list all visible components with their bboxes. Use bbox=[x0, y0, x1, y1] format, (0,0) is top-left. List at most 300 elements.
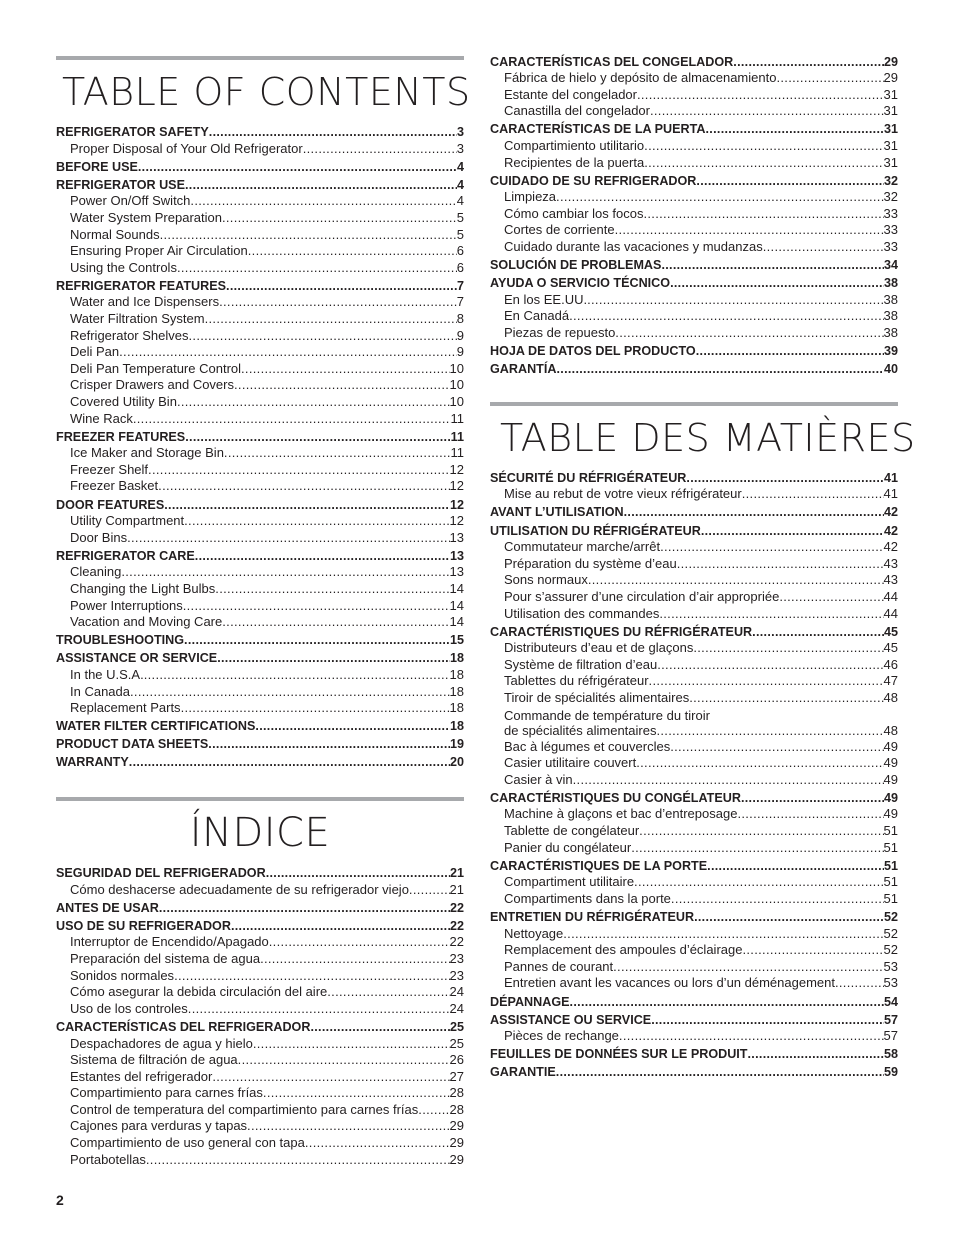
toc-french bbox=[490, 402, 916, 1081]
toc-subentry bbox=[490, 708, 898, 739]
toc-heading-entry bbox=[56, 429, 464, 446]
dot-leader bbox=[651, 1012, 884, 1029]
toc-entry-page: 14 bbox=[449, 581, 464, 597]
toc-entry-label: HOJA DE DATOS DEL PRODUCTO bbox=[490, 344, 696, 359]
toc-entry-page: 38 bbox=[883, 325, 898, 340]
toc-subentry bbox=[56, 530, 464, 547]
dot-leader bbox=[174, 968, 449, 985]
section-rule bbox=[56, 56, 464, 60]
toc-entry-label: PRODUCT DATA SHEETS bbox=[56, 737, 209, 752]
toc-subentry bbox=[56, 328, 464, 345]
toc-entry-label: Nettoyage bbox=[504, 925, 564, 941]
dot-leader bbox=[138, 159, 457, 176]
toc-subentry bbox=[490, 189, 898, 206]
toc-title-english: TABLE OF CONTENTS bbox=[62, 70, 471, 114]
toc-entry-page: 15 bbox=[449, 633, 464, 648]
dot-leader bbox=[190, 193, 456, 210]
dot-leader bbox=[195, 548, 450, 565]
toc-entry-page: 29 bbox=[883, 54, 898, 69]
page-number: 2 bbox=[56, 1192, 64, 1208]
dot-leader bbox=[146, 1152, 450, 1169]
toc-subentry bbox=[56, 882, 464, 899]
toc-entry-page: 18 bbox=[449, 667, 464, 682]
toc-heading-entry bbox=[56, 650, 464, 667]
dot-leader bbox=[263, 1085, 450, 1102]
toc-entry-label: Water Filtration System bbox=[70, 311, 205, 327]
toc-heading-entry bbox=[490, 909, 898, 926]
dot-leader bbox=[835, 975, 884, 992]
dot-leader bbox=[217, 650, 450, 667]
toc-heading-entry bbox=[56, 177, 464, 194]
toc-heading-entry bbox=[56, 632, 464, 649]
toc-entry-page: 29 bbox=[449, 1135, 464, 1151]
toc-subentry bbox=[490, 606, 898, 623]
toc-entry-page: 51 bbox=[883, 858, 898, 873]
toc-entry-label: Vacation and Moving Care bbox=[70, 614, 223, 630]
toc-entry-page: 49 bbox=[883, 771, 898, 787]
toc-entry-page: 4 bbox=[456, 193, 464, 209]
toc-entry-label: CARACTÉRISTIQUES DU RÉFRIGÉRATEUR bbox=[490, 624, 753, 639]
toc-entry-label: CARACTERÍSTICAS DEL CONGELADOR bbox=[490, 54, 734, 69]
toc-entry-page: 28 bbox=[449, 1101, 464, 1117]
toc-entry-page: 45 bbox=[883, 640, 898, 656]
dot-leader bbox=[184, 513, 449, 530]
toc-subentry bbox=[56, 1102, 464, 1119]
toc-entry-label: Système de filtration d’eau bbox=[504, 656, 658, 672]
dot-leader bbox=[215, 581, 449, 598]
dot-leader bbox=[644, 138, 883, 155]
toc-entry-label: En Canadá bbox=[504, 308, 570, 324]
toc-heading-entry bbox=[490, 858, 898, 875]
toc-entry-page: 31 bbox=[883, 122, 898, 137]
toc-entry-label: REFRIGERATOR SAFETY bbox=[56, 125, 209, 139]
toc-entry-label: Sons normaux bbox=[504, 572, 588, 588]
toc-subentry bbox=[56, 210, 464, 227]
dot-leader bbox=[660, 539, 883, 556]
toc-subentry bbox=[490, 70, 898, 87]
dot-leader bbox=[121, 564, 449, 581]
dot-leader bbox=[615, 325, 883, 342]
toc-subentry bbox=[490, 874, 898, 891]
dot-leader bbox=[119, 344, 457, 361]
toc-subentry bbox=[490, 308, 898, 325]
toc-heading-entry bbox=[56, 918, 464, 935]
toc-subentry bbox=[490, 138, 898, 155]
dot-leader bbox=[159, 900, 450, 917]
toc-entry-label: Freezer Basket bbox=[70, 478, 159, 494]
toc-subentry bbox=[490, 942, 898, 959]
toc-heading-entry bbox=[56, 736, 464, 753]
toc-entry-label: Deli Pan Temperature Control bbox=[70, 360, 242, 376]
toc-subentry bbox=[56, 411, 464, 428]
toc-subentry bbox=[56, 227, 464, 244]
toc-entry-label: Power Interruptions bbox=[70, 597, 183, 613]
toc-entry-label: AVANT L’UTILISATION bbox=[490, 505, 624, 520]
dot-leader bbox=[189, 328, 457, 345]
toc-title-french: TABLE DES MATIÈRES bbox=[500, 415, 916, 460]
toc-entry-page: 31 bbox=[883, 86, 898, 102]
toc-entry-page: 18 bbox=[449, 719, 464, 734]
dot-leader bbox=[255, 718, 450, 735]
dot-leader bbox=[779, 589, 883, 606]
toc-entry-label: Cómo cambiar los focos bbox=[504, 205, 644, 221]
toc-subentry bbox=[56, 344, 464, 361]
toc-entry-page: 41 bbox=[883, 470, 898, 485]
toc-entry-label: Casier à vin bbox=[504, 771, 573, 787]
toc-heading-entry bbox=[490, 173, 898, 190]
toc-entry-page: 51 bbox=[883, 874, 898, 890]
toc-entry-page: 4 bbox=[456, 159, 464, 174]
toc-spanish bbox=[56, 797, 464, 1168]
toc-entry-page: 11 bbox=[450, 410, 464, 426]
toc-entry-page: 52 bbox=[883, 910, 898, 925]
toc-entry-page: 39 bbox=[883, 344, 898, 359]
toc-entry-label: Cajones para verduras y tapas bbox=[70, 1118, 248, 1134]
toc-entry-page: 21 bbox=[449, 866, 464, 881]
dot-leader bbox=[222, 614, 449, 631]
toc-entry-page: 6 bbox=[456, 259, 464, 275]
dot-leader bbox=[127, 530, 449, 547]
toc-entry-label: Cómo asegurar la debida circulación del aire bbox=[70, 984, 328, 1000]
toc-entry-label: Proper Disposal of Your Old Refrigerator bbox=[70, 140, 303, 156]
toc-entry-page: 43 bbox=[883, 555, 898, 571]
toc-entry-label: Panier du congélateur bbox=[504, 839, 632, 855]
dot-leader bbox=[208, 736, 450, 753]
toc-subentry bbox=[56, 614, 464, 631]
dot-leader bbox=[696, 173, 884, 190]
toc-entry-page: 51 bbox=[883, 839, 898, 855]
dot-leader bbox=[238, 1052, 450, 1069]
toc-entry-label: Compartimiento para carnes frías bbox=[70, 1085, 263, 1101]
dot-leader bbox=[696, 343, 884, 360]
toc-entry-label: USO DE SU REFRIGERADOR bbox=[56, 918, 231, 933]
toc-english bbox=[56, 56, 471, 771]
toc-heading-entry bbox=[490, 275, 898, 292]
toc-entry-label: Cleaning bbox=[70, 564, 122, 580]
toc-subentry-line bbox=[504, 708, 898, 723]
dot-leader bbox=[184, 632, 450, 649]
toc-entry-label: de spécialités alimentaires bbox=[504, 722, 657, 738]
toc-entry-label: WATER FILTER CERTIFICATIONS bbox=[56, 719, 256, 734]
toc-entry-page: 42 bbox=[883, 505, 898, 520]
toc-entry-page: 54 bbox=[883, 994, 898, 1009]
toc-subentry bbox=[56, 598, 464, 615]
toc-entry-page: 10 bbox=[449, 360, 464, 376]
toc-entry-page: 19 bbox=[449, 737, 464, 752]
toc-entry-page: 8 bbox=[456, 311, 464, 327]
toc-entry-label: FREEZER FEATURES bbox=[56, 429, 186, 444]
toc-title-spanish: ÍNDICE bbox=[189, 810, 331, 857]
dot-leader bbox=[701, 523, 884, 540]
toc-entry-page: 11 bbox=[450, 445, 464, 461]
toc-subentry bbox=[56, 684, 464, 701]
toc-entry-label: BEFORE USE bbox=[56, 159, 138, 174]
dot-leader bbox=[694, 909, 884, 926]
dot-leader bbox=[160, 227, 457, 244]
toc-entry-label: Estante del congelador bbox=[504, 86, 637, 102]
toc-heading-entry bbox=[490, 257, 898, 274]
toc-entry-label: Limpieza bbox=[504, 189, 557, 205]
dot-leader bbox=[671, 891, 884, 908]
toc-entry-page: 47 bbox=[883, 673, 898, 689]
toc-heading-entry bbox=[490, 1012, 898, 1029]
toc-entry-label: Recipientes de la puerta bbox=[504, 154, 645, 170]
dot-leader bbox=[177, 260, 457, 277]
toc-entry-page: 13 bbox=[449, 548, 464, 563]
toc-entry-page: 23 bbox=[449, 951, 464, 967]
toc-subentry bbox=[56, 984, 464, 1001]
toc-entry-label: Ice Maker and Storage Bin bbox=[70, 445, 224, 461]
dot-leader bbox=[327, 984, 449, 1001]
toc-entry-label: Commande de température du tiroir bbox=[504, 707, 710, 723]
dot-leader bbox=[158, 478, 449, 495]
toc-entry-label: Cómo deshacerse adecuadamente de su refrigerador viejo bbox=[70, 881, 409, 897]
toc-entry-label: Sistema de filtración de agua bbox=[70, 1052, 238, 1068]
toc-subentry bbox=[56, 294, 464, 311]
dot-leader bbox=[639, 823, 883, 840]
toc-entries-spanish-continued bbox=[490, 54, 898, 378]
toc-subentry bbox=[490, 806, 898, 823]
toc-entry-page: 29 bbox=[449, 1118, 464, 1134]
dot-leader bbox=[733, 54, 884, 71]
toc-entry-label: Replacement Parts bbox=[70, 700, 181, 716]
toc-entry-page: 26 bbox=[449, 1052, 464, 1068]
toc-entry-page: 53 bbox=[883, 958, 898, 974]
toc-entry-label: Pannes de courant bbox=[504, 958, 614, 974]
toc-subentry bbox=[490, 206, 898, 223]
toc-entry-page: 49 bbox=[883, 755, 898, 771]
toc-entry-label: Deli Pan bbox=[70, 344, 120, 360]
toc-entry-page: 49 bbox=[883, 790, 898, 805]
toc-entry-label: Wine Rack bbox=[70, 410, 133, 426]
toc-entry-page: 18 bbox=[449, 651, 464, 666]
toc-entry-label: ENTRETIEN DU RÉFRIGÉRATEUR bbox=[490, 910, 695, 925]
dot-leader bbox=[631, 840, 883, 857]
toc-subentry bbox=[490, 840, 898, 857]
dot-leader bbox=[644, 155, 883, 172]
toc-entry-label: GARANTIE bbox=[490, 1065, 556, 1080]
toc-entry-label: Entretien avant les vacances ou lors d’un déménagement bbox=[504, 975, 835, 991]
toc-entry-label: SÉCURITÉ DU RÉFRIGÉRATEUR bbox=[490, 470, 687, 485]
dot-leader bbox=[130, 684, 450, 701]
toc-entry-label: Commutateur marche/arrêt bbox=[504, 539, 661, 555]
toc-entry-label: Water and Ice Dispensers bbox=[70, 294, 220, 310]
dot-leader bbox=[129, 754, 450, 771]
toc-entry-page: 12 bbox=[449, 513, 464, 529]
toc-entry-label: Cuidado durante las vacaciones y mudanzas bbox=[504, 239, 763, 255]
toc-entry-page: 10 bbox=[449, 394, 464, 409]
toc-entry-page: 29 bbox=[449, 1151, 464, 1167]
toc-subentry-line bbox=[504, 723, 898, 739]
toc-heading-entry bbox=[490, 994, 898, 1011]
dot-leader bbox=[310, 1019, 450, 1036]
toc-entry-page: 52 bbox=[883, 942, 898, 958]
dot-leader bbox=[188, 1001, 450, 1018]
dot-leader bbox=[587, 292, 883, 309]
dot-leader bbox=[634, 874, 883, 891]
toc-entry-page: 27 bbox=[449, 1068, 464, 1084]
toc-entry-label: Ensuring Proper Air Circulation bbox=[70, 243, 248, 259]
toc-subentry bbox=[490, 103, 898, 120]
dot-leader bbox=[636, 755, 883, 772]
toc-entry-label: En los EE.UU. bbox=[504, 291, 588, 307]
toc-subentry bbox=[490, 572, 898, 589]
toc-subentry bbox=[490, 155, 898, 172]
toc-subentry bbox=[490, 589, 898, 606]
dot-leader bbox=[659, 606, 883, 623]
toc-entry-page: 40 bbox=[883, 362, 898, 377]
toc-subentry bbox=[490, 239, 898, 256]
toc-subentry bbox=[490, 739, 898, 756]
toc-heading-entry bbox=[56, 159, 464, 176]
dot-leader bbox=[241, 361, 450, 378]
dot-leader bbox=[742, 486, 884, 503]
dot-leader bbox=[661, 257, 884, 274]
toc-heading-entry bbox=[490, 343, 898, 360]
toc-entry-page: 38 bbox=[883, 308, 898, 324]
dot-leader bbox=[253, 1036, 450, 1053]
section-rule bbox=[490, 402, 898, 406]
dot-leader bbox=[556, 1064, 884, 1081]
dot-leader bbox=[205, 311, 457, 328]
toc-entry-page: 9 bbox=[456, 327, 464, 343]
toc-subentry bbox=[490, 673, 898, 690]
toc-entry-label: TROUBLESHOOTING bbox=[56, 633, 185, 648]
toc-subentry bbox=[56, 968, 464, 985]
toc-heading-entry bbox=[490, 790, 898, 807]
dot-leader bbox=[260, 951, 449, 968]
toc-entry-page: 51 bbox=[883, 890, 898, 906]
toc-heading-entry bbox=[490, 121, 898, 138]
toc-entry-page: 14 bbox=[449, 614, 464, 630]
toc-entry-label: CARACTERÍSTICAS DE LA PUERTA bbox=[490, 122, 706, 137]
toc-entry-page: 3 bbox=[456, 125, 464, 139]
toc-entry-label: Interruptor de Encendido/Apagado bbox=[70, 934, 269, 950]
toc-entry-label: Compartimiento utilitario bbox=[504, 137, 645, 153]
dot-leader bbox=[615, 222, 884, 239]
toc-heading-entry bbox=[490, 1064, 898, 1081]
toc-subentry bbox=[56, 193, 464, 210]
toc-entry-page: 48 bbox=[883, 690, 898, 705]
toc-entry-label: CUIDADO DE SU REFRIGERADOR bbox=[490, 173, 697, 188]
toc-subentry bbox=[56, 243, 464, 260]
toc-heading-entry bbox=[56, 124, 464, 141]
toc-entry-page: 14 bbox=[449, 597, 464, 613]
toc-subentry bbox=[490, 87, 898, 104]
toc-subentry bbox=[56, 445, 464, 462]
toc-entry-page: 42 bbox=[883, 539, 898, 555]
toc-entry-page: 29 bbox=[883, 70, 898, 86]
toc-entry-label: Estantes del refrigerador bbox=[70, 1068, 213, 1084]
dot-leader bbox=[177, 394, 450, 411]
toc-entry-label: Normal Sounds bbox=[70, 226, 160, 242]
toc-entry-page: 13 bbox=[449, 564, 464, 580]
toc-entry-page: 24 bbox=[449, 984, 464, 1000]
toc-entry-page: 22 bbox=[449, 900, 464, 915]
toc-entry-label: Portabotellas bbox=[70, 1151, 146, 1167]
toc-entry-page: 44 bbox=[883, 605, 898, 621]
toc-entry-page: 43 bbox=[883, 572, 898, 588]
toc-subentry bbox=[490, 325, 898, 342]
toc-entry-page: 31 bbox=[883, 137, 898, 153]
toc-entry-label: CARACTÉRISTIQUES DE LA PORTE bbox=[490, 858, 708, 873]
dot-leader bbox=[185, 177, 457, 194]
toc-heading-entry bbox=[56, 278, 464, 295]
dot-leader bbox=[209, 124, 457, 141]
dot-leader bbox=[748, 1046, 884, 1063]
toc-entry-page: 41 bbox=[883, 486, 898, 502]
toc-subentry bbox=[56, 478, 464, 495]
dot-leader bbox=[689, 690, 883, 707]
toc-entry-label: GARANTÍA bbox=[490, 362, 557, 377]
toc-entry-label: Sonidos normales bbox=[70, 967, 175, 983]
toc-entry-label: In Canada bbox=[70, 683, 130, 699]
toc-subentry bbox=[490, 657, 898, 674]
dot-leader bbox=[752, 624, 884, 641]
toc-subentry bbox=[56, 1001, 464, 1018]
toc-heading-entry bbox=[56, 497, 464, 514]
toc-entry-label: FEUILLES DE DONNÉES SUR LE PRODUIT bbox=[490, 1047, 748, 1062]
toc-entry-page: 33 bbox=[883, 205, 898, 221]
dot-leader bbox=[570, 994, 884, 1011]
toc-heading-entry bbox=[56, 754, 464, 771]
toc-heading-entry bbox=[56, 718, 464, 735]
toc-subentry bbox=[56, 377, 464, 394]
toc-entry-label: Utilisation des commandes bbox=[504, 605, 660, 621]
toc-entry-label: Machine à glaçons et bac d’entreposage bbox=[504, 806, 738, 822]
toc-entry-page: 57 bbox=[883, 1012, 898, 1027]
dot-leader bbox=[418, 1102, 449, 1119]
toc-entry-label: CARACTERÍSTICAS DEL REFRIGERADOR bbox=[56, 1019, 311, 1034]
toc-heading-entry bbox=[56, 548, 464, 565]
toc-entries-english bbox=[56, 124, 464, 771]
toc-entry-label: WARRANTY bbox=[56, 755, 129, 770]
toc-subentry bbox=[490, 640, 898, 657]
toc-entry-page: 49 bbox=[883, 806, 898, 822]
dot-leader bbox=[269, 934, 450, 951]
toc-entry-label: Freezer Shelf bbox=[70, 461, 149, 477]
toc-heading-entry bbox=[56, 900, 464, 917]
toc-entry-label: In the U.S.A. bbox=[70, 667, 144, 682]
dot-leader bbox=[266, 865, 450, 882]
toc-entry-label: Using the Controls bbox=[70, 259, 177, 275]
toc-subentry bbox=[56, 1069, 464, 1086]
toc-entry-label: Distributeurs d’eau et de glaçons bbox=[504, 640, 694, 656]
toc-subentry bbox=[56, 311, 464, 328]
dot-leader bbox=[677, 556, 884, 573]
toc-subentry bbox=[56, 564, 464, 581]
toc-entry-label: Despachadores de agua y hielo bbox=[70, 1035, 253, 1051]
toc-entry-label: Pour s’assurer d’une circulation d’air appropriée bbox=[504, 588, 780, 604]
dot-leader bbox=[234, 377, 450, 394]
left-column bbox=[56, 56, 471, 1168]
toc-entries-french bbox=[490, 470, 898, 1081]
toc-entry-page: 58 bbox=[883, 1047, 898, 1062]
toc-entry-page: 4 bbox=[456, 177, 464, 192]
toc-entry-label: Power On/Off Switch bbox=[70, 193, 191, 209]
dot-leader bbox=[624, 504, 884, 521]
toc-entry-page: 3 bbox=[456, 140, 464, 156]
toc-entry-label: CARACTÉRISTIQUES DU CONGÉLATEUR bbox=[490, 790, 741, 805]
dot-leader bbox=[650, 103, 884, 120]
dot-leader bbox=[741, 790, 884, 807]
dot-leader bbox=[226, 278, 457, 295]
dot-leader bbox=[212, 1069, 449, 1086]
dot-leader bbox=[637, 87, 884, 104]
toc-subentry bbox=[490, 486, 898, 503]
toc-subentry bbox=[490, 222, 898, 239]
dot-leader bbox=[183, 598, 450, 615]
